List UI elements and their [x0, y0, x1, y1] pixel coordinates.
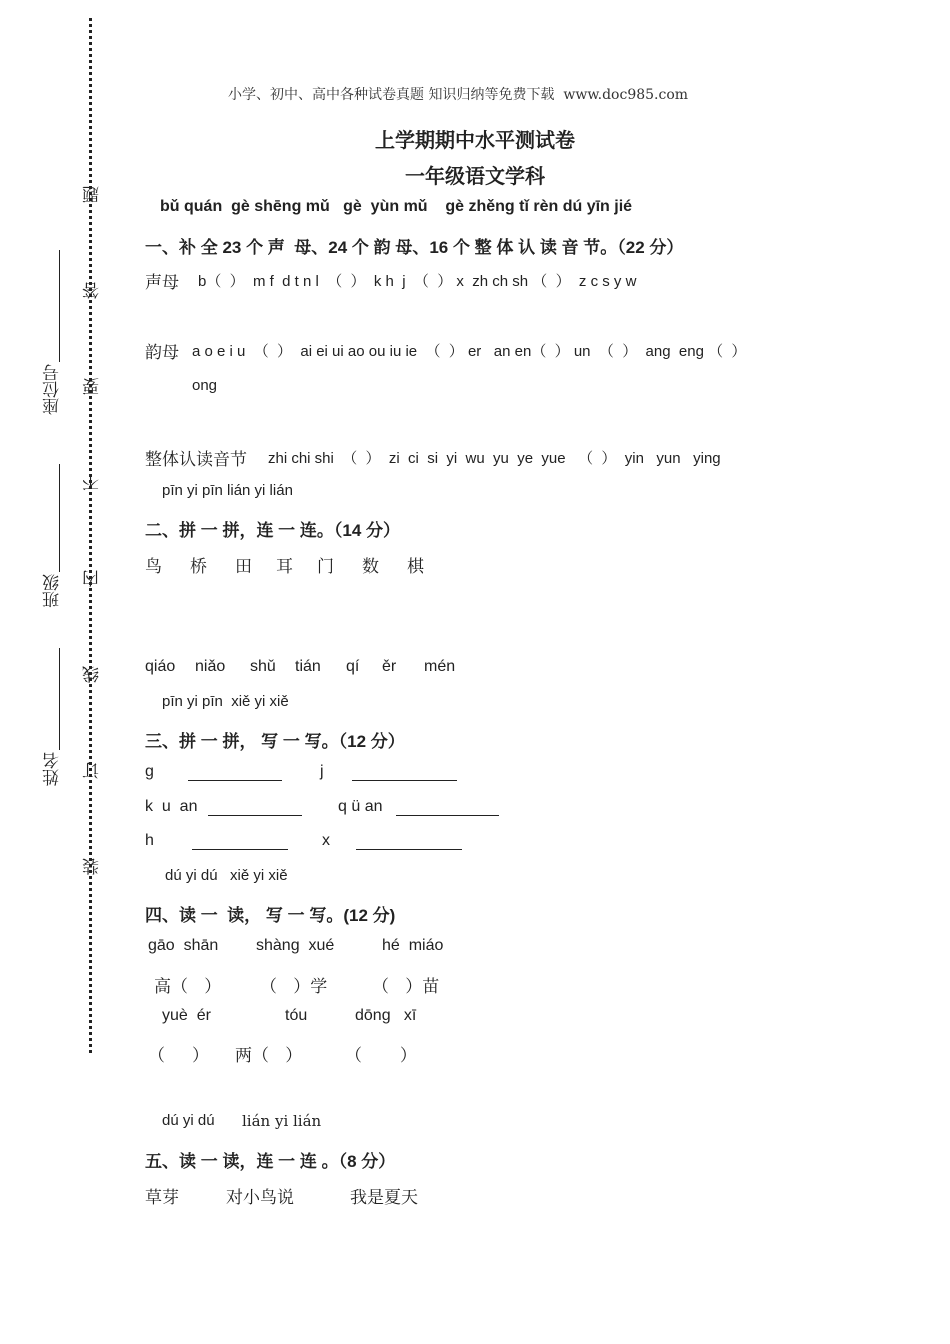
s4-word-blank: （ ）学	[260, 977, 328, 997]
s2-pinyin-item: qiáo	[145, 658, 176, 675]
binding-char-3: 要	[83, 378, 103, 395]
s2-char: 数	[362, 557, 379, 577]
s3-prompt: q ü an	[338, 798, 383, 815]
s5-pinyin-b: lián yi lián	[242, 1112, 322, 1130]
s2-pinyin-item: tián	[295, 658, 321, 675]
binding-char-8: 装	[83, 858, 103, 875]
s4-pinyin-item: hé miáo	[382, 937, 444, 954]
binding-char-1: 题	[83, 186, 103, 203]
binding-char-7: 订	[83, 762, 103, 779]
s4-pinyin-item: shàng xué	[256, 937, 335, 954]
binding-dotted-line	[89, 18, 92, 1053]
s2-pinyin-item: mén	[424, 658, 456, 675]
s2-char: 棋	[407, 557, 424, 577]
s5-heading: 五、读 一 读，连 一 连 。（8 分）	[145, 1152, 396, 1171]
s4-word-blank: （ ）	[148, 1046, 210, 1066]
s1-heading: 一、补 全 23 个 声 母、24 个 韵 母、16 个 整 体 认 读 音 节。（22 分）	[145, 238, 684, 257]
s2-pinyin-item: qí	[346, 658, 360, 675]
s3-answer-line[interactable]	[352, 780, 457, 781]
s3-prompt: k u an	[145, 798, 198, 815]
s4-word-blank: （ ）苗	[372, 977, 440, 997]
binding-char-4: 不	[83, 474, 103, 491]
s2-char: 耳	[276, 557, 293, 577]
s3-answer-line[interactable]	[208, 815, 302, 816]
s3-pinyin: pīn yi pīn xiě yi xiě	[162, 693, 289, 710]
s1-yunmu-cont: ong	[192, 377, 218, 394]
s3-heading: 三、拼 一 拼， 写 一 写。（12 分）	[145, 732, 405, 751]
s2-heading: 二、拼 一 拼，连 一 连。（14 分）	[145, 521, 401, 540]
s2-char: 鸟	[145, 557, 162, 577]
s3-prompt: g	[145, 763, 154, 780]
seat-number-blank	[59, 250, 60, 362]
s1-yunmu-label: 韵母	[145, 343, 179, 363]
binding-char-5: 内	[83, 570, 103, 587]
name-blank	[59, 648, 60, 750]
binding-char-2: 答	[83, 282, 103, 299]
s4-word-blank: （ ）	[345, 1046, 417, 1066]
s4-word-blank: 高（ ）	[154, 977, 222, 997]
s3-answer-line[interactable]	[396, 815, 499, 816]
seat-number-label: 座位号	[43, 364, 63, 415]
s5-pinyin-a: dú yi dú	[162, 1112, 215, 1129]
class-blank	[59, 464, 60, 572]
s2-pinyin-item: shǔ	[250, 658, 276, 675]
s2-pinyin: pīn yi pīn lián yi lián	[162, 482, 293, 499]
s1-yunmu-items: a o e i u （ ） ai ei ui ao ou iu ie （ ） er an en（ ） un （ ） ang eng （ ）	[192, 343, 747, 360]
s3-prompt: h	[145, 832, 154, 849]
s2-char: 田	[235, 557, 252, 577]
class-label: 班级	[43, 574, 63, 608]
s1-zhengti-items: zhi chi shi （ ） zi ci si yi wu yu ye yue （ ） yin yun ying	[268, 450, 721, 467]
s4-pinyin-item: yuè ér	[162, 1007, 211, 1024]
s4-pinyin-item: gāo shān	[148, 937, 219, 954]
s1-pinyin: bǔ quán gè shēng mǔ gè yùn mǔ gè zhěng tǐ rèn dú yīn jié	[160, 198, 633, 215]
exam-subtitle: 一年级语文学科	[405, 164, 545, 188]
s5-item: 我是夏天	[350, 1188, 418, 1208]
exam-title: 上学期期中水平测试卷	[375, 128, 575, 152]
s2-pinyin-item: ěr	[382, 658, 397, 675]
s3-answer-line[interactable]	[188, 780, 282, 781]
s3-answer-line[interactable]	[356, 849, 462, 850]
s5-item: 草芽	[145, 1188, 179, 1208]
name-label: 姓名	[43, 752, 63, 786]
s2-char: 桥	[190, 557, 207, 577]
s2-pinyin-item: niǎo	[195, 658, 226, 675]
page-header: 小学、初中、高中各种试卷真题 知识归纳等免费下载 www.doc985.com	[228, 87, 689, 103]
s1-shengmu-label: 声母	[145, 273, 179, 293]
s4-heading: 四、读 一 读， 写 一 写。(12 分)	[145, 906, 396, 925]
s3-answer-line[interactable]	[192, 849, 288, 850]
s4-word-blank: 两（ ）	[235, 1046, 303, 1066]
s2-char: 门	[317, 557, 334, 577]
s4-pinyin-item: tóu	[285, 1007, 308, 1024]
s5-item: 对小鸟说	[226, 1188, 294, 1208]
s3-prompt: j	[320, 763, 324, 780]
s4-pinyin: dú yi dú xiě yi xiě	[165, 867, 288, 884]
s3-prompt: x	[322, 832, 330, 849]
s4-pinyin-item: dōng xī	[355, 1007, 417, 1024]
s1-shengmu-items: b（ ） m f d t n l （ ） k h j （ ） x zh ch sh （ ） z c s y w	[198, 273, 637, 290]
binding-char-6: 线	[83, 666, 103, 683]
s1-zhengti-label: 整体认读音节	[145, 450, 247, 470]
